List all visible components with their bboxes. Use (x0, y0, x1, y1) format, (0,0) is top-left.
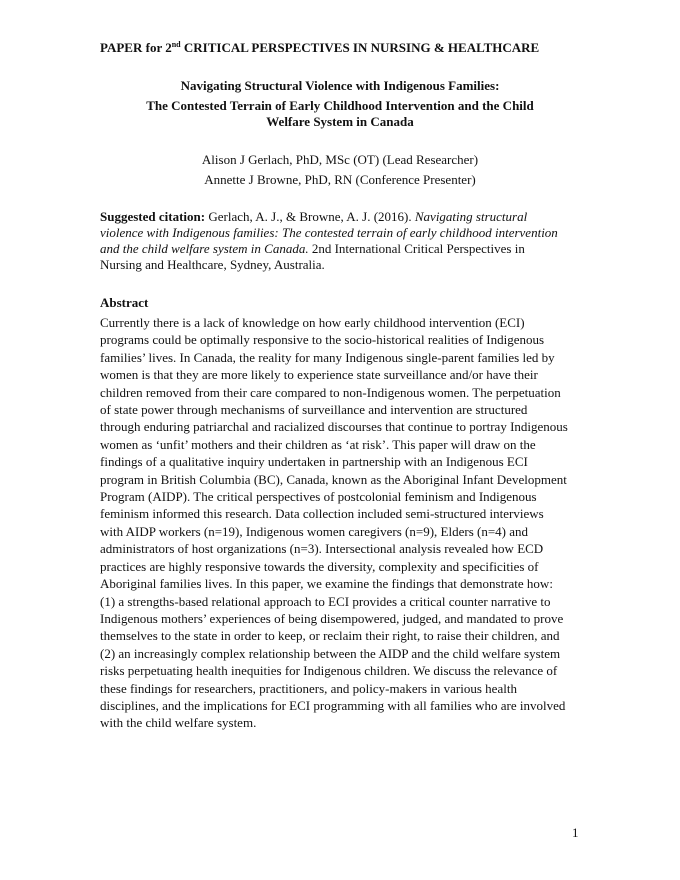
page-number: 1 (572, 825, 579, 840)
abstract-line: with the child welfare system. (100, 715, 257, 731)
abstract-line: disciplines, and the implications for ECI programming with all families who are involved (100, 697, 566, 713)
abstract-line: of state power through mechanisms of surveillance and intervention are structured (100, 402, 528, 418)
abstract-line: program in British Columbia (BC), Canada, known as the Aboriginal Infant Development (100, 471, 567, 487)
abstract-line: themselves to the state in order to keep, or reclaim their right, to raise their children, and (100, 628, 560, 644)
citation-label: Suggested citation: (100, 209, 206, 224)
author-line: Alison J Gerlach, PhD, MSc (OT) (Lead Researcher) (201, 152, 479, 167)
title-main: Navigating Structural Violence with Indigenous Families: (180, 78, 500, 93)
abstract-line: (1) a strengths-based relational approach to ECI provides a critical counter narrative to (100, 593, 551, 609)
abstract-line: these findings for researchers, practitioners, and policy-makers in various health (100, 680, 517, 696)
header-suffix: CRITICAL PERSPECTIVES IN NURSING & HEALTHCARE (180, 40, 540, 55)
header-prefix: PAPER for 2 (100, 40, 172, 55)
suggested-citation (100, 209, 560, 273)
abstract-line: women as ‘unfit’ mothers and their children as ‘at risk’. This paper will draw on the (100, 436, 536, 452)
abstract-line: with AIDP workers (n=19), Indigenous women caregivers (n=9), Elders (n=4) and (100, 523, 529, 539)
citation-venue: 2nd International Critical Perspectives in Nursing and Healthcare, Sydney, Australia. (100, 241, 525, 272)
abstract-line: women is that they are more likely to experience state surveillance and/or have their (100, 367, 538, 383)
abstract-heading: Abstract (100, 295, 149, 310)
abstract-line: administrators of host organizations (n=3). Intersectional analysis revealed how ECD (100, 541, 544, 557)
abstract-body (100, 314, 568, 732)
paper-title (100, 78, 580, 130)
abstract-line: Program (AIDP). The critical perspectives of postcolonial feminism and Indigenous (100, 489, 537, 505)
abstract-line: Indigenous mothers’ experiences of being disempowered, judged, and mandated to prove (100, 610, 564, 626)
conference-header (100, 40, 580, 56)
header-superscript: nd (171, 40, 181, 49)
abstract-line: practices are highly responsive towards the diversity, complexity and specificities of (100, 558, 539, 574)
citation-authors-year: Gerlach, A. J., & Browne, A. J. (2016). (205, 209, 415, 224)
author-line: Annette J Browne, PhD, RN (Conference Presenter) (204, 172, 476, 187)
abstract-line: Currently there is a lack of knowledge on how early childhood intervention (ECI) (100, 315, 525, 330)
title-subtitle: The Contested Terrain of Early Childhood Intervention and the Child Welfare System in Canada (146, 98, 534, 129)
abstract-line: families’ lives. In Canada, the reality for many Indigenous single-parent families led by (100, 349, 555, 365)
abstract-line: Aboriginal families lives. In this paper, we examine the findings that demonstrate how: (100, 576, 553, 592)
citation-title: Navigating structural violence with Indigenous families: The contested terrain of early childhood intervention and the child welfare system in Canada. (100, 209, 558, 256)
abstract-line: findings of a qualitative inquiry undertaken in partnership with an Indigenous ECI (100, 454, 528, 470)
author-list (100, 150, 580, 190)
abstract-line: feminism informed this research. Data collection included semi-structured interviews (100, 506, 544, 522)
abstract-line: programs could be optimally responsive to the socio-historical realities of Indigenous (100, 332, 545, 348)
abstract-line: risks perpetuating health inequities for Indigenous children. We discuss the relevance of (100, 663, 558, 679)
abstract-line: through enduring patriarchal and racialized discourses that continue to portray Indigenous (100, 419, 568, 435)
abstract-line: children removed from their care compared to non-Indigenous women. The perpetuation (100, 384, 561, 400)
abstract-line: (2) an increasingly complex relationship between the AIDP and the child welfare system (100, 645, 561, 661)
